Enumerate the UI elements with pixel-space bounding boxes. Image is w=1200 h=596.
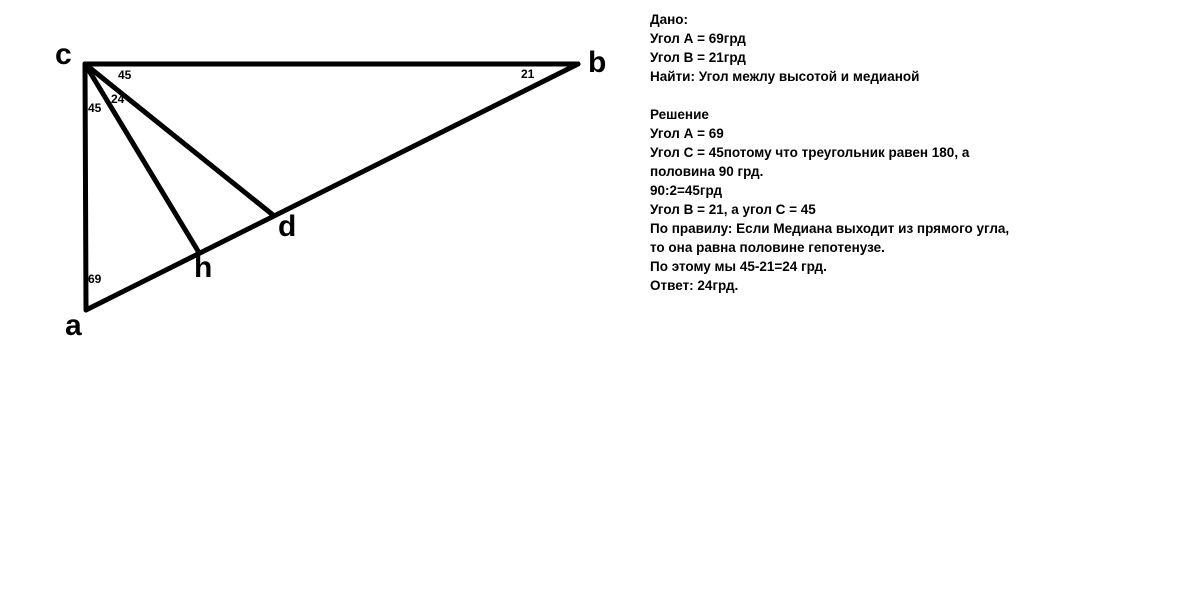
given-line: Найти: Угол межлу высотой и медианой bbox=[650, 69, 920, 84]
vertex-label-h: h bbox=[194, 251, 213, 284]
solution-line: Угол А = 69 bbox=[650, 126, 724, 141]
solution-notes bbox=[650, 10, 1190, 295]
given-title: Дано: bbox=[650, 12, 689, 27]
altitude-ch bbox=[85, 64, 198, 251]
solution-line: 90:2=45грд bbox=[650, 183, 723, 198]
angle-label-c-left: 45 bbox=[88, 101, 102, 115]
given-line: Угол А = 69грд bbox=[650, 31, 746, 46]
median-cd bbox=[85, 64, 273, 215]
vertex-label-b: b bbox=[588, 46, 607, 79]
side-ca bbox=[85, 64, 86, 310]
solution-line: половина 90 грд. bbox=[650, 164, 764, 179]
given-line: Угол В = 21грд bbox=[650, 50, 746, 65]
solution-line: Угол С = 45потому что треугольник равен 180, а bbox=[650, 145, 970, 160]
solution-line: то она равна половине гепотенузе. bbox=[650, 240, 885, 255]
vertex-label-c: c bbox=[55, 38, 72, 71]
angle-label-a: 69 bbox=[88, 272, 102, 286]
answer-line: Ответ: 24грд. bbox=[650, 278, 739, 293]
solution-line: Угол В = 21, а угол С = 45 bbox=[650, 202, 816, 217]
angle-label-c-between: 24 bbox=[111, 92, 125, 106]
solution-line: По правилу: Если Медиана выходит из прямого угла, bbox=[650, 221, 1010, 236]
spacer bbox=[650, 86, 1190, 105]
triangle-diagram bbox=[0, 0, 640, 360]
solution-line: По этому мы 45-21=24 грд. bbox=[650, 259, 827, 274]
solution-title: Решение bbox=[650, 107, 709, 122]
angle-label-b: 21 bbox=[521, 67, 535, 81]
vertex-label-d: d bbox=[278, 210, 297, 243]
vertex-label-a: a bbox=[65, 309, 82, 342]
angle-label-c-top: 45 bbox=[118, 68, 132, 82]
